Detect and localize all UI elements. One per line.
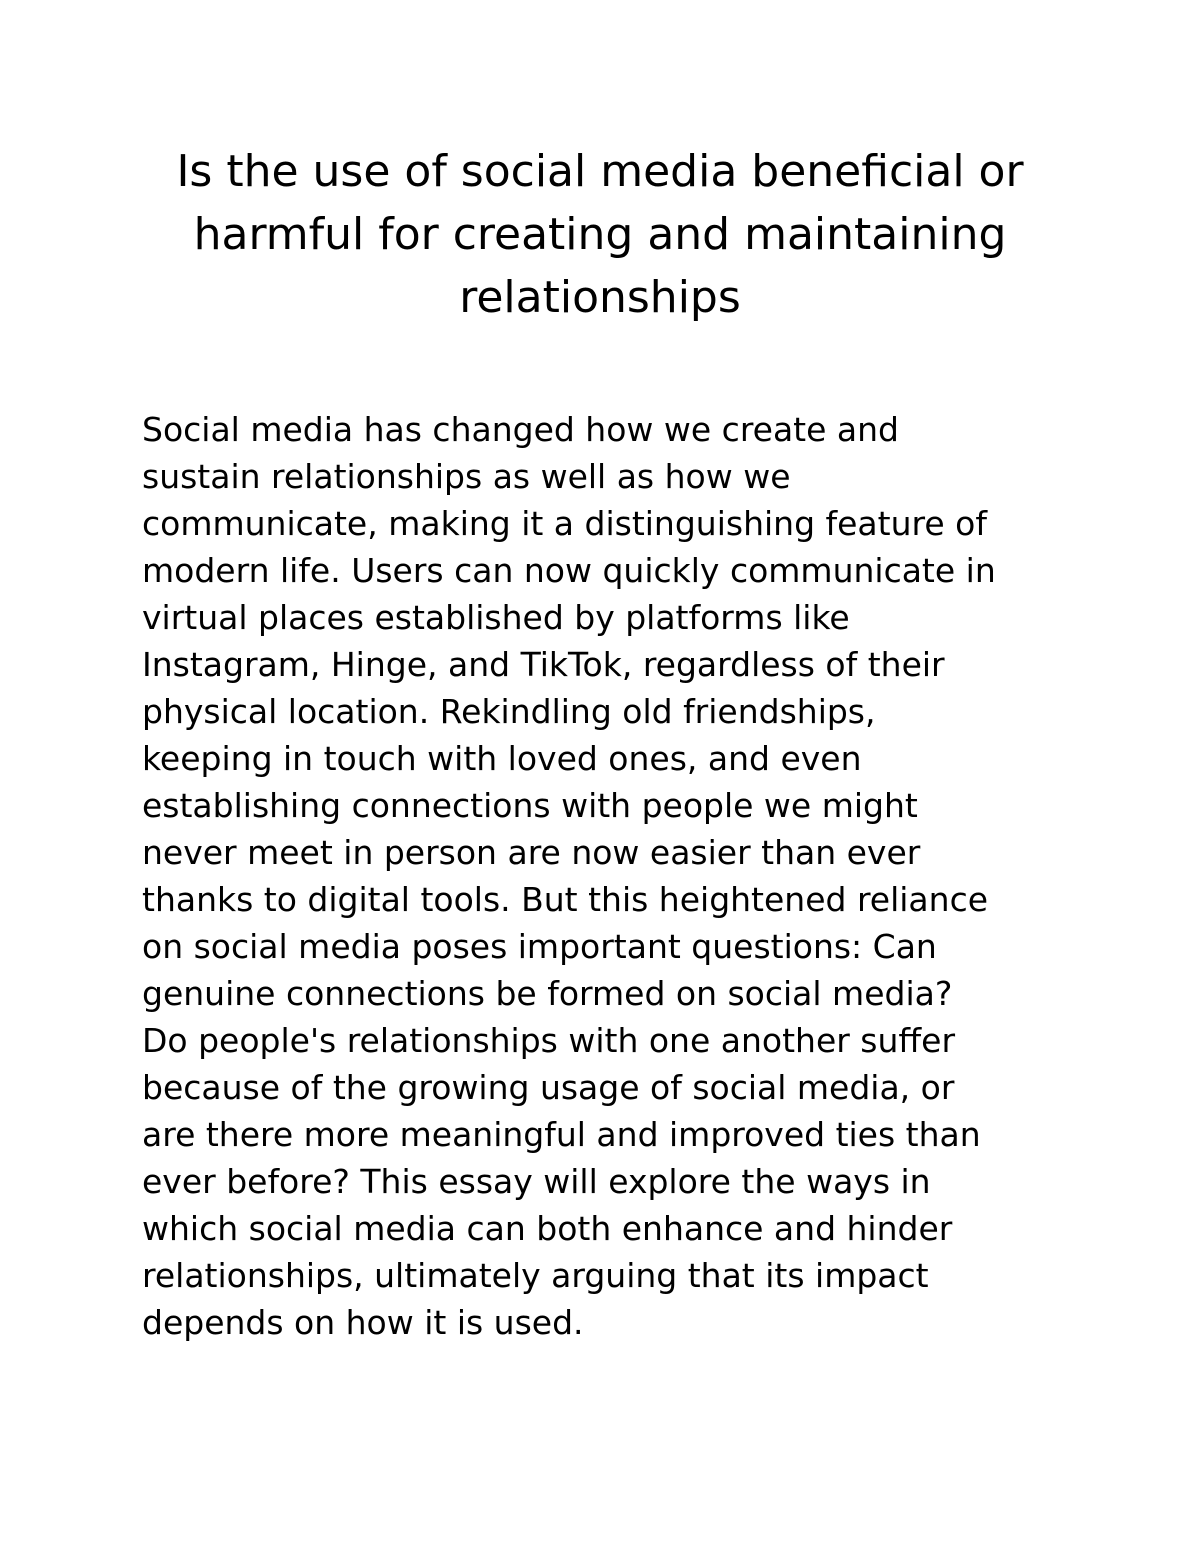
paragraph-line: never meet in person are now easier than ever bbox=[142, 833, 921, 872]
paragraph-line: genuine connections be formed on social media? bbox=[142, 974, 953, 1013]
paragraph-line: physical location. Rekindling old friendships, bbox=[142, 692, 876, 731]
paragraph-line: Social media has changed how we create and bbox=[142, 410, 900, 449]
paragraph-line: Instagram, Hinge, and TikTok, regardless of their bbox=[142, 645, 945, 684]
paragraph-line: Do people's relationships with one another suffer bbox=[142, 1021, 956, 1060]
paragraph-line: thanks to digital tools. But this heightened reliance bbox=[142, 880, 989, 919]
paragraph-line: communicate, making it a distinguishing feature of bbox=[142, 504, 987, 543]
paragraph-line: are there more meaningful and improved ties than bbox=[142, 1115, 981, 1154]
paragraph-line: on social media poses important questions: Can bbox=[142, 927, 937, 966]
paragraph-line: which social media can both enhance and hinder bbox=[142, 1209, 953, 1248]
paragraph-line: ever before? This essay will explore the ways in bbox=[142, 1162, 931, 1201]
paragraph-line: modern life. Users can now quickly communicate in bbox=[142, 551, 996, 590]
essay-title-line: relationships bbox=[459, 272, 741, 323]
paragraph-line: because of the growing usage of social media, or bbox=[142, 1068, 955, 1107]
essay-title-line: Is the use of social media beneficial or bbox=[176, 146, 1024, 197]
paragraph-line: depends on how it is used. bbox=[142, 1303, 584, 1342]
paragraph-line: sustain relationships as well as how we bbox=[142, 457, 791, 496]
paragraph-line: relationships, ultimately arguing that its impact bbox=[142, 1256, 929, 1295]
paragraph-line: establishing connections with people we might bbox=[142, 786, 918, 825]
intro-paragraph bbox=[142, 406, 1072, 1346]
essay-title bbox=[140, 140, 1060, 329]
paragraph-line: virtual places established by platforms like bbox=[142, 598, 850, 637]
paragraph-line: keeping in touch with loved ones, and even bbox=[142, 739, 862, 778]
essay-title-line: harmful for creating and maintaining bbox=[193, 209, 1007, 260]
